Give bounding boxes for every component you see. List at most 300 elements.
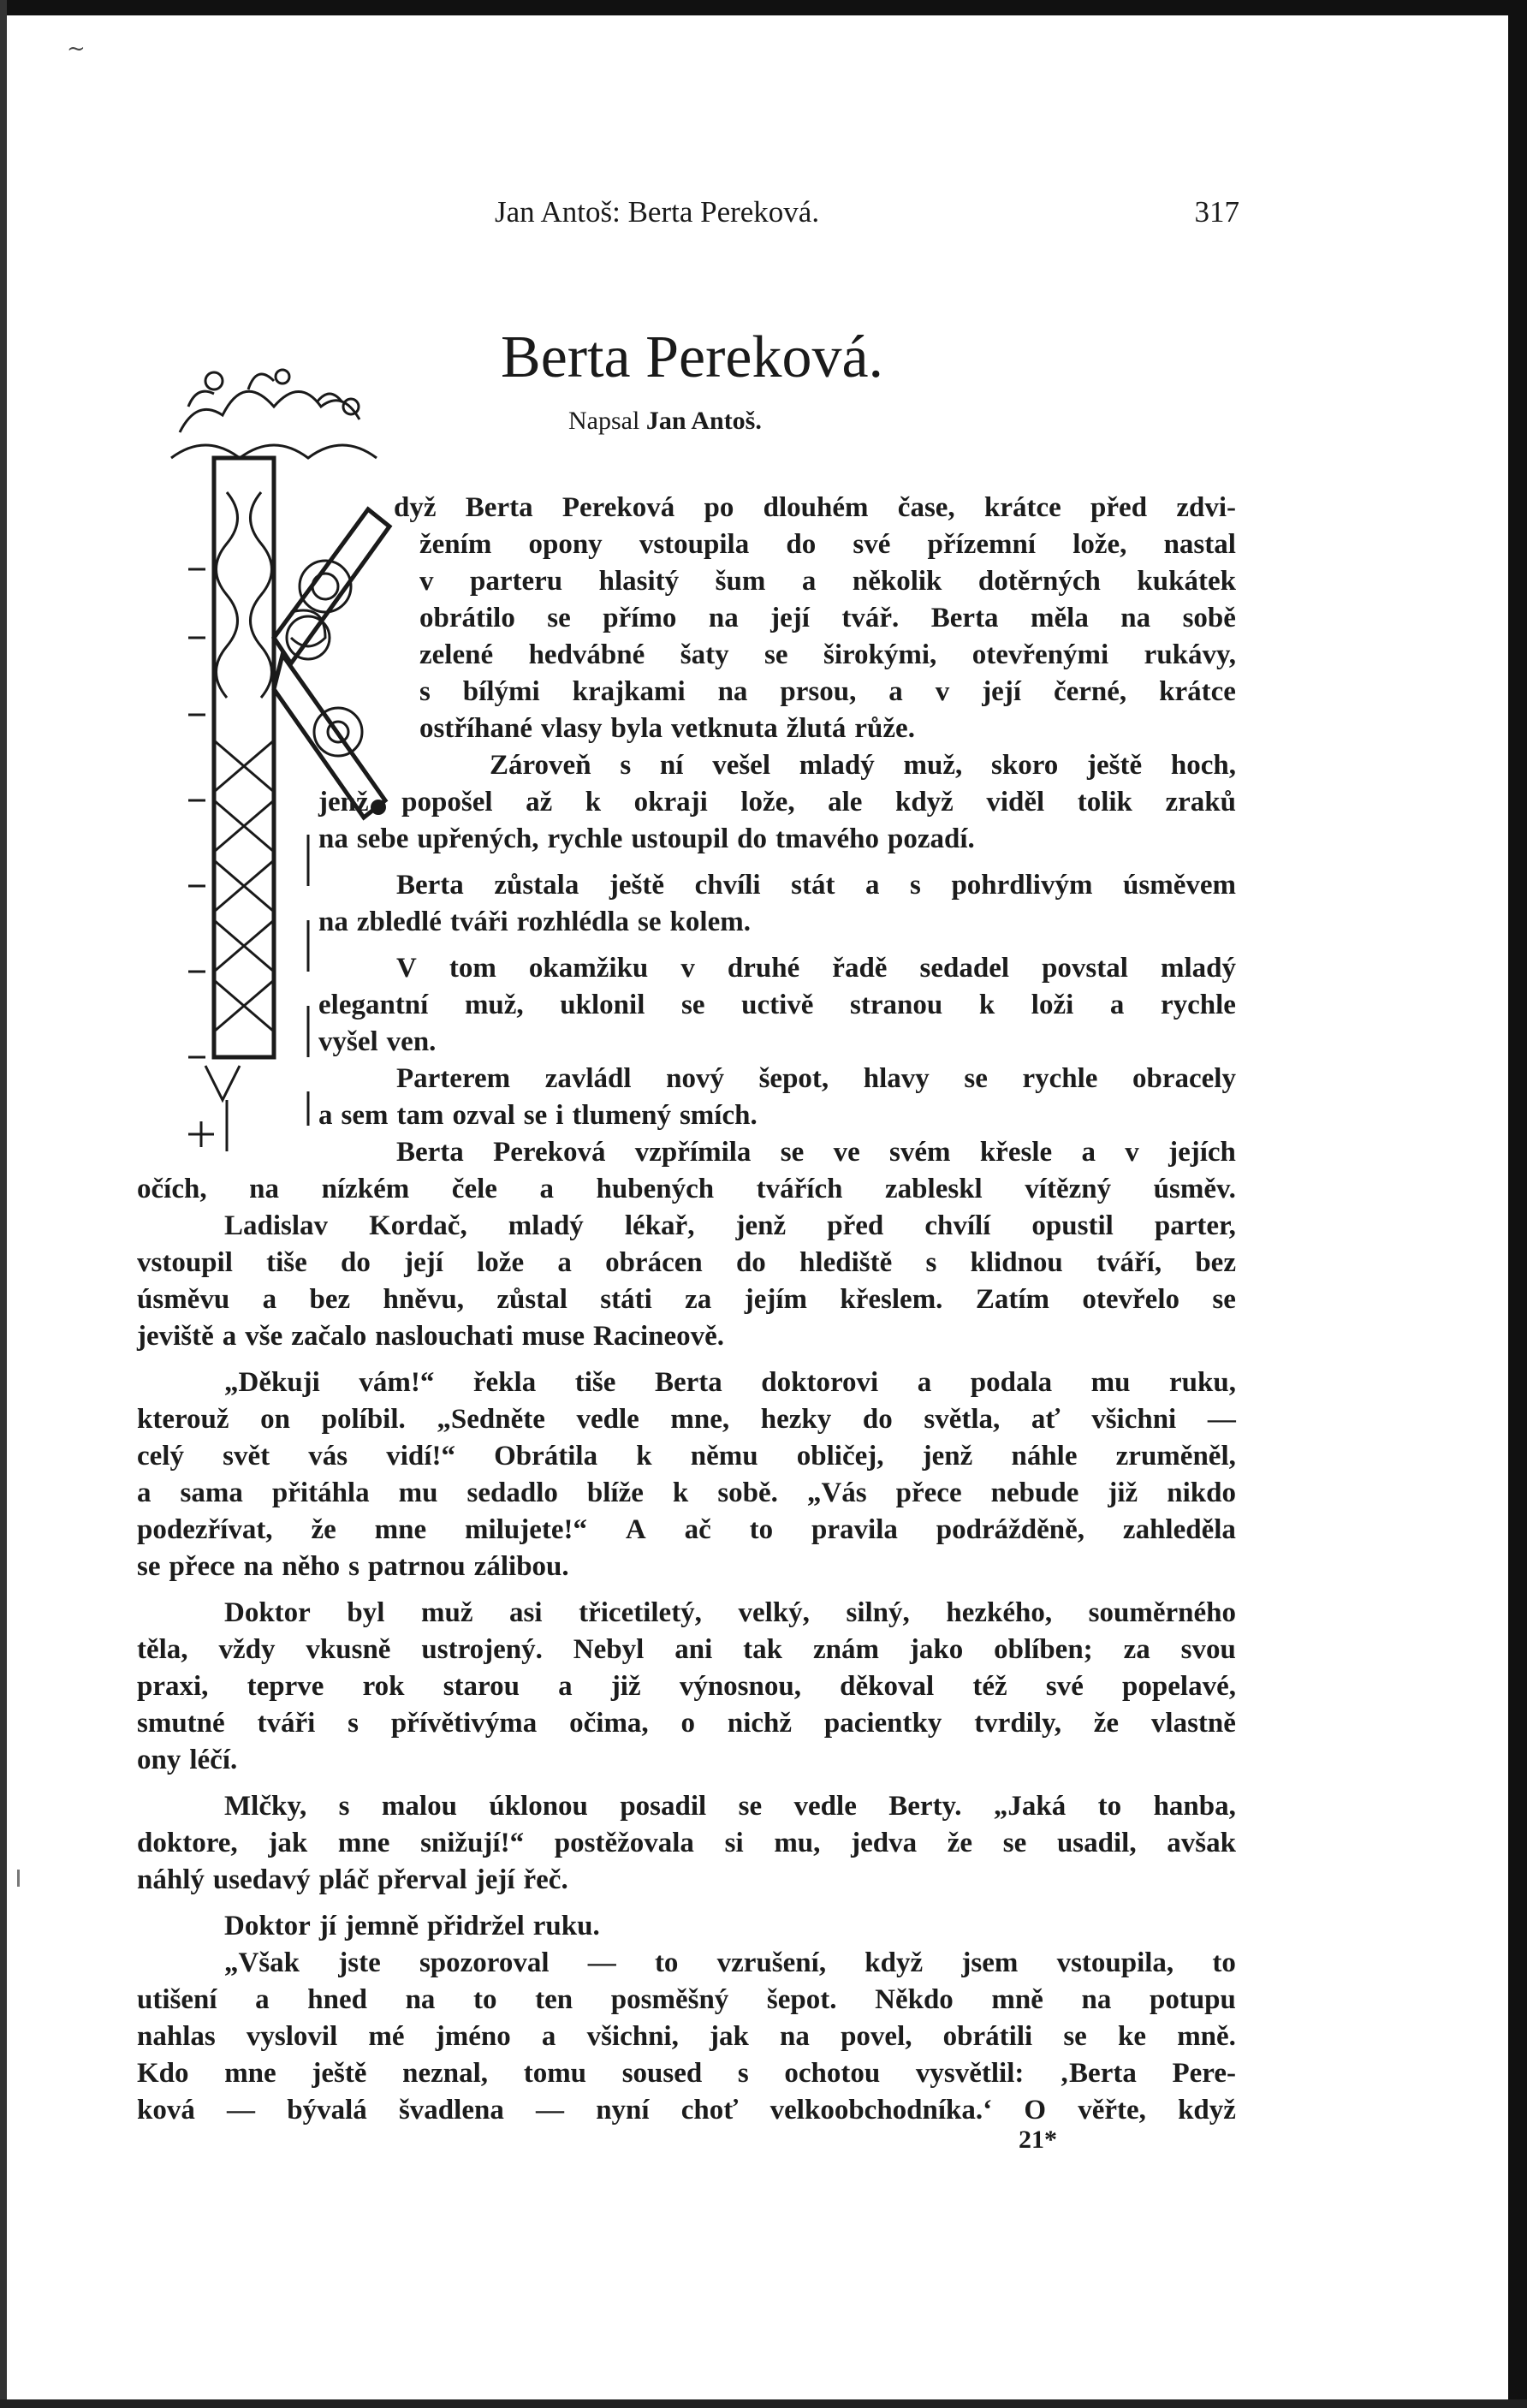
word: její [404,1247,443,1278]
word: druhé [727,953,800,984]
word: vyslovil [246,2021,338,2052]
word: spozoroval [419,1947,550,1978]
word: černé, [1053,676,1127,707]
word: on [260,1404,291,1435]
word: Obrátila [494,1441,598,1472]
text-line [137,2019,1236,2054]
word: se [680,990,705,1020]
word: hedvábné [528,639,645,670]
word: všichni [1091,1404,1177,1435]
word: rychle [1022,1063,1098,1094]
word: ke [1118,2021,1147,2052]
byline-prefix: Napsal [568,407,640,435]
word: jenž [318,787,369,818]
word: popošel [401,787,493,818]
word: těla, [137,1634,188,1665]
word: ustrojený. [421,1634,543,1665]
word: a [539,1174,554,1204]
word: mně. [1177,2021,1236,2052]
word: postěžovala [554,1828,694,1858]
word: naslouchati [375,1321,514,1352]
text-line [137,1632,1236,1668]
word: vítězný [1025,1174,1112,1204]
word: k [585,787,602,818]
word: a [541,2021,556,2052]
word: dotěrných [977,566,1101,597]
text-line [419,711,1236,746]
word: Pereková [493,1137,606,1168]
word: rychle [547,823,623,854]
word: pacientky [823,1708,942,1739]
word: snižují!“ [420,1828,525,1858]
word: doktorovi [761,1367,879,1398]
word: se [964,1063,988,1094]
word: s [419,676,431,707]
word: ruku, [1169,1367,1236,1398]
text-line [419,600,1236,636]
text-line [490,747,1236,783]
word: vkusně [306,1634,391,1665]
word: s [925,1247,937,1278]
word: ní [659,750,684,781]
word: širokými, [823,639,937,670]
word: sedadlo [466,1478,558,1508]
word: hned [307,1984,367,2015]
word: ostříhané [419,713,532,744]
word: v [1125,1137,1139,1168]
word: parteru [470,566,563,597]
word: bez [1195,1247,1236,1278]
word: sebe [356,823,409,854]
word: „Sedněte [437,1404,545,1435]
word: hezky [760,1404,832,1435]
word: do [737,823,768,854]
word: jejím [744,1284,807,1315]
word: krajkami [572,676,686,707]
word: Nebyl [573,1634,645,1665]
text-line [318,1097,1236,1133]
byline-author: Jan Antoš. [645,407,762,435]
word: dlouhém [763,492,869,523]
word: zelené [419,639,494,670]
text-line [224,1945,1236,1981]
word: muž, [903,750,963,781]
word: mne [224,2058,276,2089]
word: — [587,1947,616,1978]
word: k [978,990,995,1020]
word: do [341,1247,371,1278]
word: smutné [137,1708,225,1739]
word: vše [245,1321,283,1352]
word: vás [308,1441,348,1472]
word: elegantní [318,990,429,1020]
text-line [318,1024,1236,1060]
text-line [137,2055,1236,2091]
word: ková [137,2095,195,2126]
word: tiše [574,1367,616,1398]
word: Někdo [875,1984,954,2015]
word: Zároveň [490,750,591,781]
word: bez [309,1284,351,1315]
word: jedva [851,1828,918,1858]
text-line [396,1061,1236,1097]
word: oblíben; [994,1634,1093,1665]
text-line [224,1208,1236,1244]
word: věřte, [1078,2095,1146,2126]
text-line [137,1475,1236,1511]
word: své [853,529,891,560]
word: vlastně [1150,1708,1236,1739]
word: — [1207,1404,1236,1435]
word: s [620,750,632,781]
word: a [865,870,880,901]
word: světla, [924,1404,1001,1435]
word: s [338,1791,350,1822]
word: a [1109,990,1125,1020]
word: mne [337,1828,390,1858]
word: Mlčky, [224,1791,307,1822]
word: do [786,529,817,560]
text-line [137,1549,1236,1585]
word: „Vás [806,1478,867,1508]
word: hezkého, [946,1597,1053,1628]
word: A [625,1514,646,1545]
word: políbil. [321,1404,406,1435]
word: skoro [991,750,1059,781]
text-line [419,526,1236,562]
word: tom [449,953,496,984]
word: úsměv. [1153,1174,1236,1204]
word: popelavé, [1122,1671,1236,1702]
word: nichž [727,1708,793,1739]
text-line [419,674,1236,710]
text-line [137,1825,1236,1861]
word: mladý [508,1210,584,1241]
word: vzrušení, [716,1947,827,1978]
word: — [536,2095,565,2126]
word: zableskl [885,1174,983,1204]
word: když [1178,2095,1236,2126]
word: tolik [1077,787,1132,818]
word: Kordač, [369,1210,467,1241]
word: ale [828,787,863,818]
word: pláč [318,1864,370,1895]
word: šepot. [766,1984,837,2015]
word: mladý [799,750,875,781]
word: přidržel [427,1911,525,1941]
word: její [982,676,1021,707]
word: tváři [257,1708,316,1739]
word: a [318,1100,333,1131]
word: tvářích [756,1174,843,1204]
word: klidnou [970,1247,1063,1278]
word: jsem [961,1947,1019,1978]
word: ani [674,1634,713,1665]
word: že [947,1828,973,1858]
word: sem [341,1100,389,1131]
word: V [396,953,417,984]
word: měla [1031,603,1089,633]
word: svou [1180,1634,1236,1665]
word: sobě [1182,603,1236,633]
word: „Děkuji [224,1367,320,1398]
word: zavládl [544,1063,632,1094]
word: obličej, [796,1441,884,1472]
word: tmavého [775,823,880,854]
word: vetknuta [671,713,778,744]
signature-mark: 21* [1019,2126,1057,2154]
word: s [737,2058,749,2089]
word: teprve [247,1671,324,1702]
word: když [865,1947,924,1978]
word: Parterem [396,1063,511,1094]
word: okraji [633,787,708,818]
word: též [972,1671,1007,1702]
word: úklonou [489,1791,588,1822]
word: se [547,603,571,633]
word: ještě [312,2058,367,2089]
word: přízemní [927,529,1037,560]
word: již [610,1671,641,1702]
word: mu [398,1478,438,1508]
word: na [780,2021,810,2052]
word: ještě [1087,750,1143,781]
word: žlutá [786,713,847,744]
word: náhlý [137,1864,205,1895]
word: muž, [464,990,524,1020]
word: mne, [670,1404,730,1435]
word: obrátili [942,2021,1033,2052]
text-line [318,784,1236,820]
word: mé [368,2021,405,2052]
word: tváři [449,907,508,937]
word: potupu [1149,1984,1236,2015]
word: úsměvem [1123,870,1236,901]
word: přitáhla [271,1478,370,1508]
word: viděl [986,787,1045,818]
word: chvílí [924,1210,991,1241]
word: sedadel [919,953,1010,984]
word: to [654,1947,679,1978]
word: očích, [137,1174,207,1204]
word: patrnou [368,1551,466,1582]
word: ‚Berta [1060,2058,1137,2089]
word: a [888,676,903,707]
word: s [910,870,921,901]
word: se [523,1100,548,1131]
word: řeč. [523,1864,568,1895]
text-line [394,490,1236,526]
word: krátce [983,492,1061,523]
word: velkoobchodníka.‘ [769,2095,993,2126]
word: s [348,1708,359,1739]
text-line [396,1134,1236,1170]
word: neznal, [402,2058,489,2089]
word: muse [521,1321,585,1352]
word: že [1093,1708,1120,1739]
word: doktore, [137,1828,238,1858]
text-line [396,867,1236,903]
text-line [137,1318,1236,1354]
word: když [894,787,954,818]
word: milujete!“ [465,1514,587,1545]
word: souměrného [1088,1597,1236,1628]
word: a [255,1984,270,2015]
word: zůstala [494,870,579,901]
word: asi [509,1597,543,1628]
word: o [680,1708,696,1739]
word: přímo [603,603,677,633]
word: usedavý [212,1864,311,1895]
word: žením [419,529,492,560]
word: znám [812,1634,879,1665]
word: na [243,1551,274,1582]
word: ve [833,1137,860,1168]
text-line [224,1908,1236,1944]
word: a [801,566,817,597]
word: vlasy [541,713,603,744]
word: kukátek [1137,566,1236,597]
word: sama [180,1478,243,1508]
word: „Jaká [993,1791,1067,1822]
word: velký, [738,1597,810,1628]
word: již [1108,1478,1138,1508]
word: to [1212,1947,1236,1978]
word: řadě [832,953,888,984]
word: děkoval [840,1671,935,1702]
word: uklonil [560,990,645,1020]
word: mu, [774,1828,821,1858]
word: ač [684,1514,711,1545]
word: soused [621,2058,703,2089]
word: opony [528,529,603,560]
word: tomu [523,2058,587,2089]
word: parter, [1154,1210,1236,1241]
word: kolem. [669,907,751,937]
word: že [311,1514,336,1545]
word: otevřelo [1082,1284,1179,1315]
word: vedle [793,1791,857,1822]
word: zdvi- [1176,492,1236,523]
word: stát [791,870,835,901]
text-line [137,1862,1236,1898]
word: několik [852,566,942,597]
word: tvrdily, [974,1708,1061,1739]
word: přerval [377,1864,467,1895]
text-line [224,1788,1236,1824]
word: O [1024,2095,1047,2126]
word: Pereková [561,492,675,523]
word: mladý [1160,953,1236,984]
word: Pere- [1172,2058,1236,2089]
word: vysvětlil: [915,2058,1025,2089]
text-line [318,821,1236,857]
text-line [137,2092,1236,2128]
text-line [396,950,1236,986]
word: jméno [435,2021,511,2052]
word: křeslem. [840,1284,943,1315]
word: Berta [930,603,999,633]
word: a [262,1284,277,1315]
word: růže. [854,713,915,744]
word: na [318,823,348,854]
word: se [780,1137,805,1168]
word: nový [666,1063,724,1094]
word: rozhlédla [516,907,630,937]
word: jak [710,2021,749,2052]
word: vždy [218,1634,276,1665]
word: se [1002,1828,1027,1858]
word: vidí!“ [386,1441,455,1472]
word: se [1212,1284,1236,1315]
word: otevřenými [971,639,1109,670]
corner-mark: ~ [67,36,86,62]
word: ochotou [784,2058,881,2089]
word: tvář. [841,603,900,633]
word: na [405,1984,436,2015]
word: zraků [1165,787,1236,818]
word: její [770,603,810,633]
word: rukávy, [1144,639,1236,670]
word: lože, [1072,529,1127,560]
word: choť [680,2095,739,2126]
word: se [738,1791,763,1822]
word: to [1097,1791,1122,1822]
word: k [636,1441,652,1472]
word: vstoupil [137,1247,233,1278]
word: švadlena [398,2095,504,2126]
word: přece [169,1551,235,1582]
word: na [249,1174,279,1204]
word: přece [895,1478,962,1508]
word: začalo [291,1321,367,1352]
word: hanba, [1153,1791,1236,1822]
word: jí [318,1911,336,1941]
word: náhle [1011,1441,1078,1472]
running-title: Jan Antoš: Berta Pereková. [495,195,820,229]
word: pravila [811,1514,898,1545]
word: podala [970,1367,1053,1398]
word: starou [443,1671,520,1702]
word: usadil, [1056,1828,1137,1858]
word: blíže [586,1478,644,1508]
word: byla [610,713,663,744]
word: tak [743,1634,783,1665]
word: vyšel [318,1026,378,1057]
word: v [419,566,434,597]
word: se [764,639,788,670]
word: malou [381,1791,457,1822]
word: něho [282,1551,341,1582]
word: na [1081,1984,1112,2015]
word: krátce [1159,676,1236,707]
word: a [917,1367,932,1398]
word: její [475,1864,515,1895]
word: obrácen [605,1247,703,1278]
text-line [137,1401,1236,1437]
word: jejích [1168,1137,1236,1168]
word: Kdo [137,2058,189,2089]
word: do [735,1247,766,1278]
word: před [827,1210,884,1241]
word: lože [477,1247,525,1278]
word: na [318,907,348,937]
word: šepot, [758,1063,829,1094]
word: uctivě [741,990,814,1020]
word: vám!“ [359,1367,435,1398]
word: nikdo [1167,1478,1236,1508]
word: zůstal [496,1284,567,1315]
